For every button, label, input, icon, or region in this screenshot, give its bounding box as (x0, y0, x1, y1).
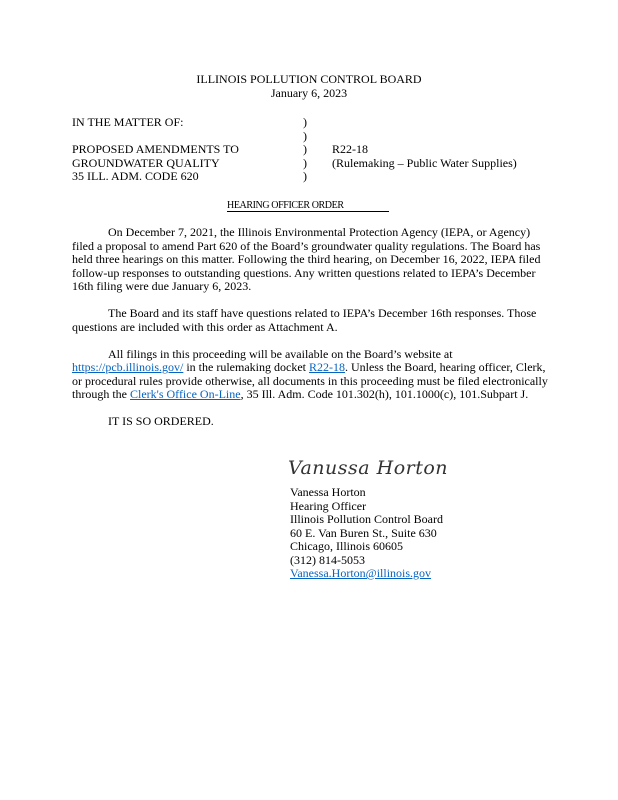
docket-link[interactable]: R22-18 (308, 360, 345, 374)
order-body (72, 226, 552, 442)
phone-number: (312) 814-5053 (290, 552, 365, 567)
order-title: HEARING OFFICER ORDER (227, 200, 389, 212)
matter-label: IN THE MATTER OF: (72, 115, 184, 129)
caption-parens (303, 116, 307, 184)
paragraph-2-text: The Board and its staff have questions related to IEPA’s December 16th responses. Those questions are included with this order as Attachment A. (72, 306, 537, 334)
paragraph-1 (72, 226, 552, 294)
paren: ) (303, 155, 307, 170)
case-caption (72, 116, 552, 188)
subject-line-3: 35 ILL. ADM. CODE 620 (72, 169, 199, 183)
paren: ) (303, 115, 307, 129)
paragraph-3-text-4: , 35 Ill. Adm. Code 101.302(h), 101.1000(c), 101.Subpart J. (240, 387, 529, 401)
paragraph-3-text-1: All filings in this proceeding will be available on the Board’s website at (108, 346, 453, 361)
signature-block (290, 486, 443, 581)
signer-name: Vanessa Horton (290, 485, 366, 499)
caption-right (332, 143, 517, 170)
so-ordered: IT IS SO ORDERED. (108, 414, 214, 428)
paragraph-3-text-2: in the rulemaking docket (183, 360, 309, 374)
subject-line-2: GROUNDWATER QUALITY (72, 155, 220, 170)
paren: ) (303, 128, 307, 143)
paren: ) (303, 169, 307, 183)
paragraph-4 (72, 415, 552, 429)
signer-org: Illinois Pollution Control Board (290, 512, 444, 526)
address-line-2: Chicago, Illinois 60605 (290, 539, 403, 553)
clerks-office-link[interactable]: Clerk's Office On-Line (130, 387, 241, 401)
handwritten-signature: Vanussa Horton (288, 457, 449, 479)
paren: ) (303, 142, 307, 156)
signer-title: Hearing Officer (290, 498, 367, 513)
paragraph-2 (72, 307, 552, 334)
rulemaking-type: (Rulemaking – Public Water Supplies) (332, 155, 517, 170)
docket-number: R22-18 (332, 142, 368, 156)
caption-left (72, 116, 239, 184)
paragraph-3 (72, 348, 552, 402)
board-website-link[interactable]: https://pcb.illinois.gov/ (72, 360, 184, 374)
address-line-1: 60 E. Van Buren St., Suite 630 (290, 525, 437, 540)
paragraph-3-text-3: . Unless the Board, hearing officer, Clerk, or procedural rules provide otherwise, all documents in this proceeding must be filed electronically through the (72, 360, 548, 401)
email-link[interactable]: Vanessa.Horton@illinois.gov (290, 566, 432, 580)
subject-line-1: PROPOSED AMENDMENTS TO (72, 142, 239, 156)
board-name: ILLINOIS POLLUTION CONTROL BOARD (196, 72, 422, 86)
order-date: January 6, 2023 (270, 86, 348, 100)
paragraph-1-text: On December 7, 2021, the Illinois Environmental Protection Agency (IEPA, or Agency) filed a proposal to amend Part 620 of the Board’s groundwater quality regulations. The Board has held three hearings on this matter. Following the third hearing, on December 16, 2022, IEPA filed follow-up responses to outstanding questions. Any written questions related to IEPA’s December 16th filing were due January 6, 2023. (72, 225, 541, 293)
document-header (0, 73, 618, 101)
